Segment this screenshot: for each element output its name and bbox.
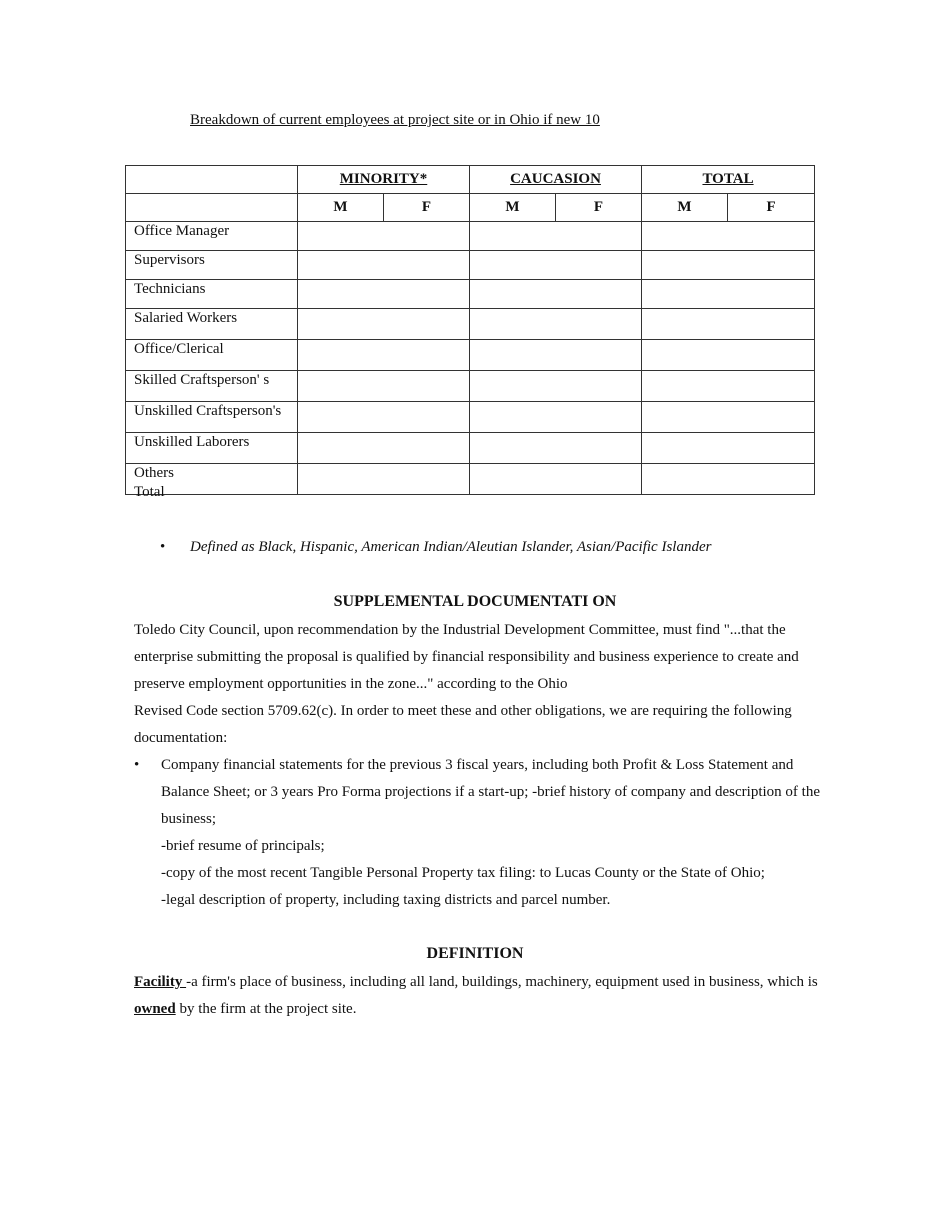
table-header-groups: [126, 166, 815, 194]
definition-term: Facility: [134, 974, 187, 990]
caucasion-cell[interactable]: [470, 251, 642, 280]
total-header: TOTAL: [642, 166, 815, 194]
caucasion-cell[interactable]: [470, 402, 642, 433]
row-label: Supervisors: [126, 251, 298, 280]
bullet-icon: •: [160, 539, 166, 555]
table-row: [126, 309, 815, 340]
definition-text-2: by the firm at the project site.: [175, 1001, 357, 1017]
documentation-item-financials: Company financial statements for the previous 3 fiscal years, including both Profit & Loss Statement and Balance Sheet; or 3 years Pro Forma projections if a start-up; -brief history of company and description of the business;: [161, 757, 820, 827]
caucasion-cell[interactable]: [470, 464, 642, 495]
total-cell[interactable]: [642, 402, 815, 433]
supplemental-title: SUPPLEMENTAL DOCUMENTATI ON: [333, 593, 617, 610]
documentation-item-legal: -legal description of property, including taxing districts and parcel number.: [161, 892, 611, 908]
table-row: [126, 402, 815, 433]
table-row: [126, 280, 815, 309]
minority-cell[interactable]: [298, 280, 470, 309]
bullet-icon: •: [134, 757, 140, 773]
definition-owned: owned: [134, 1001, 176, 1017]
table-header-gender: [126, 194, 815, 222]
caucasion-header: CAUCASION: [470, 166, 642, 194]
minority-cell[interactable]: [298, 464, 470, 495]
documentation-item-resume: -brief resume of principals;: [161, 838, 325, 854]
caucasion-cell[interactable]: [470, 280, 642, 309]
row-label: Technicians: [126, 280, 298, 309]
total-f-header: F: [728, 194, 815, 222]
minority-cell[interactable]: [298, 309, 470, 340]
supplemental-paragraph-2: Revised Code section 5709.62(c). In order to meet these and other obligations, we are requiring the following documentation:: [134, 703, 792, 746]
row-label: Skilled Craftsperson' s: [126, 371, 298, 402]
caucasion-cell[interactable]: [470, 433, 642, 464]
row-label: Office/Clerical: [126, 340, 298, 371]
employee-breakdown-table: [125, 165, 815, 495]
documentation-list: [134, 752, 824, 914]
total-label: Total: [134, 484, 165, 500]
total-cell[interactable]: [642, 464, 815, 495]
total-cell[interactable]: [642, 433, 815, 464]
total-cell[interactable]: [642, 280, 815, 309]
table-row: [126, 340, 815, 371]
minority-cell[interactable]: [298, 402, 470, 433]
minority-cell[interactable]: [298, 340, 470, 371]
table-row: [126, 251, 815, 280]
minority-cell[interactable]: [298, 371, 470, 402]
definition-title: DEFINITION: [426, 945, 524, 962]
total-m-header: M: [642, 194, 728, 222]
minority-header: MINORITY*: [298, 166, 470, 194]
row-label: Unskilled Craftsperson's: [126, 402, 298, 433]
caucasion-m-header: M: [470, 194, 556, 222]
row-label: Office Manager: [126, 222, 298, 251]
minority-cell[interactable]: [298, 251, 470, 280]
total-cell[interactable]: [642, 251, 815, 280]
table-row: [126, 433, 815, 464]
minority-f-header: F: [384, 194, 470, 222]
total-cell[interactable]: [642, 309, 815, 340]
table-row: [126, 464, 815, 495]
total-cell[interactable]: [642, 222, 815, 251]
caucasion-cell[interactable]: [470, 371, 642, 402]
row-label: Others: [126, 464, 298, 495]
documentation-item-tax: -copy of the most recent Tangible Personal Property tax filing: to Lucas County or the State of Ohio;: [161, 865, 765, 881]
footnote-text: Defined as Black, Hispanic, American Indian/Aleutian Islander, Asian/Pacific Islander: [190, 539, 712, 555]
supplemental-paragraph-1: Toledo City Council, upon recommendation by the Industrial Development Committee, must find "...that the enterprise submitting the proposal is qualified by financial responsibility and business experience to create and preserve employment opportunities in the zone..." according to the Ohio: [134, 622, 799, 692]
total-cell[interactable]: [642, 371, 815, 402]
definition-text-1: -a firm's place of business, including all land, buildings, machinery, equipment used in business, which is: [186, 974, 818, 990]
empty-corner-cell: [126, 166, 298, 194]
caucasion-cell[interactable]: [470, 309, 642, 340]
row-label: Salaried Workers: [126, 309, 298, 340]
definition-paragraph: [134, 969, 824, 1023]
minority-m-header: M: [298, 194, 384, 222]
total-cell[interactable]: [642, 340, 815, 371]
minority-cell[interactable]: [298, 433, 470, 464]
caucasion-cell[interactable]: [470, 340, 642, 371]
row-label: Unskilled Laborers: [126, 433, 298, 464]
caucasion-f-header: F: [556, 194, 642, 222]
table-heading: Breakdown of current employees at project site or in Ohio if new 10: [190, 112, 600, 128]
table-row: [126, 371, 815, 402]
caucasion-cell[interactable]: [470, 222, 642, 251]
empty-corner-cell: [126, 194, 298, 222]
table-row: [126, 222, 815, 251]
minority-cell[interactable]: [298, 222, 470, 251]
